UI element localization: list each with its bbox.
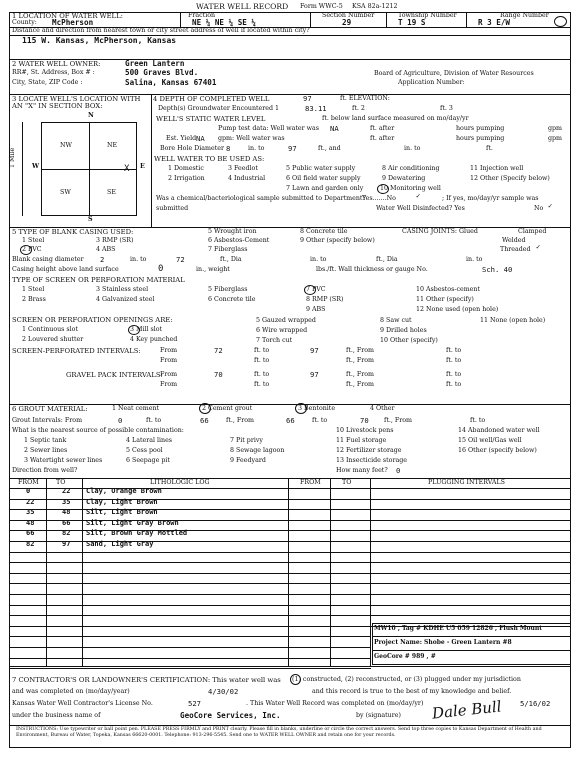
bore-in-to: in. to xyxy=(248,145,265,152)
source-14: 14 Abandoned water well xyxy=(458,427,540,434)
depth-value: 97 xyxy=(303,94,312,103)
casing-diameter-label: Blank casing diameter xyxy=(12,256,84,263)
gravel-from-value: 70 xyxy=(214,370,223,379)
address-value: 500 Graves Blvd. xyxy=(125,68,199,77)
grout-4: 4 Other xyxy=(370,405,395,412)
casing-8: 8 Concrete tile xyxy=(300,228,348,235)
distance-value: 115 W. Kansas, McPherson, Kansas xyxy=(22,36,177,45)
use-6: 6 Oil field water supply xyxy=(286,175,361,182)
project-name-text: Project Name: Shobe - Green Lantern #8 xyxy=(374,639,512,646)
address-label: RR#, St. Address, Box # : xyxy=(12,69,95,76)
section-number-value: 29 xyxy=(342,18,352,27)
license-label: Kansas Water Well Contractor's License No. xyxy=(12,700,153,707)
casing-diameter-value: 2 xyxy=(100,255,105,264)
gravel-ft-to-4: ft. to xyxy=(446,381,462,388)
source-1: 1 Septic tank xyxy=(24,437,67,444)
completed-value: 4/30/02 xyxy=(208,687,239,696)
pump-test-value: NA xyxy=(330,124,339,133)
table-row xyxy=(10,562,569,572)
table-row xyxy=(10,552,569,562)
perf-from-label: From xyxy=(160,347,178,354)
table-row xyxy=(10,488,569,498)
west-label: W xyxy=(32,163,40,170)
screen-8: 8 RMP (SR) xyxy=(306,296,344,303)
record-completed-value: 5/16/02 xyxy=(520,699,551,708)
true-record-label: and this record is true to the best of my knowledge and belief. xyxy=(312,688,512,695)
township-value: T 19 S xyxy=(398,18,426,27)
grout-ft-from: ft., From xyxy=(226,417,255,424)
grout-intervals-label: Grout Intervals: From xyxy=(12,417,83,424)
screen-10: 10 Asbestos-cement xyxy=(416,286,480,293)
section-5-label: 5 TYPE OF BLANK CASING USED: xyxy=(12,228,134,236)
bore-label: Bore Hole Diameter xyxy=(160,145,224,152)
groundwater-2-label: ft. 2 xyxy=(352,105,365,112)
screen-material-label: TYPE OF SCREEN OR PERFORATION MATERIAL xyxy=(12,276,185,284)
opening-11: 11 None (open hole) xyxy=(480,317,546,324)
perf-ft-from-2: ft., From xyxy=(346,357,375,364)
range-label: Range Number xyxy=(500,12,549,19)
casing-in-to-2: in. to xyxy=(310,256,327,263)
table-row xyxy=(10,499,569,509)
log-from-cell: 35 xyxy=(26,508,35,517)
opening-7: 7 Torch cut xyxy=(256,337,293,344)
opening-10: 10 Other (specify) xyxy=(380,337,438,344)
casing-in-weight: in., weight xyxy=(196,266,230,273)
section-3-label: 3 LOCATE WELL'S LOCATION WITH AN "X" IN SECTION BOX: xyxy=(12,95,141,111)
casing-6: 6 Asbestos-Cement xyxy=(208,237,270,244)
completed-label: and was completed on (mo/day/year) xyxy=(12,688,130,695)
screen-7: 7 PVC xyxy=(306,286,326,293)
casing-3: 3 RMP (SR) xyxy=(96,237,134,244)
source-10: 10 Livestock pens xyxy=(336,427,394,434)
joints-label: CASING JOINTS: Glued xyxy=(402,228,478,235)
east-label: E xyxy=(140,163,145,170)
business-value: GeoCore Services, Inc. xyxy=(180,711,281,720)
screen-1: 1 Steel xyxy=(22,286,45,293)
perf-ft-to-4: ft. to xyxy=(446,357,462,364)
disinfected-label: Water Well Disinfected? Yes xyxy=(376,205,465,212)
opening-8: 8 Saw cut xyxy=(380,317,412,324)
grout-from-1: 0 xyxy=(118,416,123,425)
how-many-label: How many feet? xyxy=(336,467,388,474)
log-to-header: TO xyxy=(56,479,66,486)
log-to-cell: 22 xyxy=(62,487,71,495)
source-12: 12 Fertilizer storage xyxy=(336,447,402,454)
casing-height-value: 0 xyxy=(158,264,164,274)
grout-from-2: 66 xyxy=(286,416,295,425)
opening-3-circle xyxy=(128,325,140,335)
yield-hours: hours pumping xyxy=(456,135,505,142)
log-from-cell: 66 xyxy=(26,529,35,538)
bore-value: 8 xyxy=(226,144,231,153)
grout-to-1: 66 xyxy=(200,416,209,425)
source-6: 6 Seepage pit xyxy=(126,457,170,464)
use-11: 11 Injection well xyxy=(470,165,524,172)
use-5: 5 Public water supply xyxy=(286,165,356,172)
log-description-cell: Silt, Light Gray Brown xyxy=(86,518,179,527)
casing-in-to: in. to xyxy=(130,256,147,263)
range-value: R 3 E/W xyxy=(478,18,511,27)
section-1-label: 1 LOCATION OF WATER WELL: xyxy=(12,12,123,20)
grout-ft-to-2: ft. to xyxy=(312,417,328,424)
gravel-ft-from-2: ft., From xyxy=(346,381,375,388)
pump-test-label: Pump test data: Well water was xyxy=(218,125,320,132)
log-from-header: FROM xyxy=(18,479,39,486)
yield-gpm: gpm xyxy=(548,135,563,142)
submitted-label: submitted xyxy=(156,205,189,212)
log-from-cell: 0 xyxy=(26,487,31,495)
use-4: 4 Industrial xyxy=(228,175,266,182)
source-3: 3 Watertight sewer lines xyxy=(24,457,103,464)
signature-value: Dale Bull xyxy=(431,697,503,723)
gravel-from-label-2: From xyxy=(160,381,178,388)
source-11: 11 Fuel storage xyxy=(336,437,387,444)
groundwater-3-label: ft. 3 xyxy=(440,105,453,112)
casing-height-label: Casing height above land surface xyxy=(12,266,119,273)
grout-to-2: 70 xyxy=(360,416,369,425)
perf-ft-to: ft. to xyxy=(254,347,270,354)
grout-2-circle xyxy=(199,403,211,414)
casing-5: 5 Wrought iron xyxy=(208,228,257,235)
fraction-value: NE ¼ NE ¼ SE ¼ xyxy=(192,18,257,27)
log-from-cell: 22 xyxy=(26,497,35,506)
joints-clamped: Clamped xyxy=(518,228,547,235)
casing-7: 7 Fiberglass xyxy=(208,246,248,253)
screen-5: 5 Fiberglass xyxy=(208,286,248,293)
screen-3: 3 Stainless steel xyxy=(96,286,149,293)
pump-gpm: gpm xyxy=(548,125,563,132)
elevation-label: ft. ELEVATION: xyxy=(340,95,390,102)
county-value: McPherson xyxy=(52,18,94,27)
ne-quadrant: NE xyxy=(107,142,118,149)
owner-value: Green Lantern xyxy=(125,59,185,68)
static-level-rest: ft. below land surface measured on mo/day/yr xyxy=(322,115,469,122)
se-quadrant: SE xyxy=(107,189,116,196)
section-6-label: 6 GROUT MATERIAL: xyxy=(12,405,88,413)
screen-7-circle xyxy=(304,285,316,295)
log-description-cell: Sand, Light Gray xyxy=(86,540,154,548)
mile-label: 1 Mile xyxy=(9,147,16,168)
log-to2-header: TO xyxy=(342,479,352,486)
source-9: 9 Feedyard xyxy=(230,457,266,464)
casing-lbs-label: lbs./ft. Wall thickness or gauge No. xyxy=(316,266,428,273)
contamination-label: What is the nearest source of possible contamination: xyxy=(12,427,184,434)
use-10-circle xyxy=(377,184,389,194)
joints-threaded: Threaded xyxy=(500,246,531,253)
bore-in-to-2: in. to xyxy=(404,145,421,152)
ksa-number: KSA 82a-1212 xyxy=(352,3,398,10)
openings-label: SCREEN OR PERFORATION OPENINGS ARE: xyxy=(12,316,173,324)
yield-label: Est. Yield xyxy=(166,135,197,142)
table-row xyxy=(10,530,569,540)
grout-2: 2 Cement grout xyxy=(202,405,253,412)
opening-4: 4 Key punched xyxy=(130,336,178,343)
range-ew-circle xyxy=(554,16,567,27)
grout-ft-to-1: ft. to xyxy=(146,417,162,424)
gravel-from-label: From xyxy=(160,371,178,378)
gravel-ft-to-2: ft. to xyxy=(446,371,462,378)
record-completed-label: . This Water Well Record was completed on (mo/day/yr) xyxy=(246,700,424,707)
casing-ft-dia: ft., Dia xyxy=(220,256,242,263)
form-title: WATER WELL RECORD xyxy=(196,2,289,11)
screen-4: 4 Galvanized steel xyxy=(96,296,155,303)
fraction-label: Fraction xyxy=(188,12,216,19)
source-15: 15 Oil well/Gas well xyxy=(458,437,522,444)
log-to-cell: 35 xyxy=(62,497,71,506)
grout-3-circle xyxy=(295,403,307,414)
source-16: 16 Other (specify below) xyxy=(458,447,537,454)
grout-ft-to-3: ft. to xyxy=(470,417,486,424)
direction-label: Direction from well? xyxy=(12,467,78,474)
source-8: 8 Sewage lagoon xyxy=(230,447,285,454)
chem-no-check: ✓ xyxy=(416,191,421,200)
source-4: 4 Lateral lines xyxy=(126,437,173,444)
use-label: WELL WATER TO BE USED AS: xyxy=(154,155,265,163)
gravel-label: GRAVEL PACK INTERVALS: xyxy=(66,371,163,379)
log-to-cell: 66 xyxy=(62,518,71,527)
chem-if-yes: ; If yes, mo/day/yr sample was xyxy=(442,195,539,202)
source-7: 7 Pit privy xyxy=(230,437,263,444)
location-x-mark: X xyxy=(124,164,130,174)
constructed-circle xyxy=(290,674,301,685)
perf-ft-to-3: ft. to xyxy=(254,357,270,364)
use-7: 7 Lawn and garden only xyxy=(286,185,364,192)
chem-sample-label: Was a chemical/bacteriological sample submitted to Department? xyxy=(156,195,366,202)
grout-ft-from-2: ft., From xyxy=(384,417,413,424)
city-label: City, State, ZIP Code : xyxy=(12,79,83,86)
use-12: 12 Other (Specify below) xyxy=(470,175,550,182)
table-row xyxy=(10,541,569,551)
use-1: 1 Domestic xyxy=(168,165,204,172)
grout-1: 1 Neat cement xyxy=(112,405,160,412)
perf-ft-to-2: ft. to xyxy=(446,347,462,354)
log-description-cell: Clay, Light Brown xyxy=(86,497,158,506)
application-number-label: Application Number: xyxy=(398,79,465,86)
license-value: 527 xyxy=(188,699,201,708)
bore-to-value: 97 xyxy=(288,144,297,153)
yield-gpm-label: gpm: Well water was xyxy=(218,135,285,142)
log-to-cell: 82 xyxy=(62,529,71,538)
disinfected-no-check: ✓ xyxy=(548,201,553,210)
chem-yes-no: Yes.......No xyxy=(362,195,396,202)
table-row xyxy=(10,509,569,519)
sw-quadrant: SW xyxy=(60,189,71,196)
bore-ft: ft. xyxy=(486,145,493,152)
perf-from-label-2: From xyxy=(160,357,178,364)
use-10: 10 Monitoring well xyxy=(380,185,441,192)
table-row xyxy=(10,573,569,583)
bore-ft-and: ft., and xyxy=(318,145,341,152)
opening-2: 2 Louvered shutter xyxy=(22,336,84,343)
instructions-text: INSTRUCTIONS: Use typewriter or ball point pen. PLEASE PRESS FIRMLY and PRINT clearly. Please fill in blanks, underline or circle the correct answers. Send top three copies to Kansas Department of Health and Environment, Bureau of Water, Topeka, Kansas 66620-0001. Telephone: 913-296-5545. Send one to WATER WELL OWNER and retain one for your records. xyxy=(16,727,542,738)
business-label: under the business name of xyxy=(12,712,101,719)
groundwater-label: Depth(s) Groundwater Encountered 1 xyxy=(158,105,280,112)
geocore-number-text: GeoCore # 989 , # xyxy=(374,653,436,660)
gravel-ft-from: ft., From xyxy=(346,371,375,378)
casing-to-value: 72 xyxy=(176,255,185,264)
nw-quadrant: NW xyxy=(60,142,72,149)
opening-3: 3 Mill slot xyxy=(130,326,163,333)
section-2-label: 2 WATER WELL OWNER: xyxy=(12,60,101,68)
section-7-label: 7 CONTRACTOR'S OR LANDOWNER'S CERTIFICATION: This water well was xyxy=(12,676,281,684)
table-row xyxy=(10,520,569,530)
county-label: County: xyxy=(12,19,37,26)
opening-6: 6 Wire wrapped xyxy=(256,327,308,334)
casing-2-circle xyxy=(20,245,32,255)
groundwater-1-value: 83.11 xyxy=(305,104,327,113)
opening-9: 9 Drilled holes xyxy=(380,327,427,334)
table-row xyxy=(10,605,569,615)
use-3: 3 Feedlot xyxy=(228,165,258,172)
pump-hours: hours pumping xyxy=(456,125,505,132)
certification-options: (1) constructed, (2) reconstructed, or (3) plugged under my jurisdiction xyxy=(292,676,521,683)
section-number-label: Section Number xyxy=(322,12,375,19)
log-plugging-header: PLUGGING INTERVALS xyxy=(428,479,505,486)
city-value: Salina, Kansas 67401 xyxy=(125,78,217,87)
signature-label: by (signature) xyxy=(356,712,401,719)
use-9: 9 Dewatering xyxy=(382,175,426,182)
screen-6: 6 Concrete tile xyxy=(208,296,256,303)
casing-in-to-3: in. to xyxy=(466,256,483,263)
pump-ft-after: ft. after xyxy=(370,125,395,132)
south-label: S xyxy=(88,216,93,223)
log-description-cell: Silt, Brown Gray Mottled xyxy=(86,529,188,538)
use-2: 2 Irrigation xyxy=(168,175,205,182)
casing-2: 2 PVC xyxy=(22,246,42,253)
source-2: 2 Sewer lines xyxy=(24,447,68,454)
well-tag-text: MW10 , Tag # KDHE U5 059 12826 , Flush Mount xyxy=(374,625,543,632)
screen-11: 11 Other (specify) xyxy=(416,296,474,303)
grout-3: 3 Bentonite xyxy=(298,405,336,412)
distance-label: Distance and direction from nearest town or city street address of well if located within city? xyxy=(12,27,310,34)
casing-4: 4 ABS xyxy=(96,246,116,253)
log-description-cell: Clay, Orange Brown xyxy=(86,487,162,495)
log-litho-header: LITHOLOGIC LOG xyxy=(150,479,210,486)
opening-5: 5 Gauzed wrapped xyxy=(256,317,316,324)
casing-1: 1 Steel xyxy=(22,237,45,244)
casing-9: 9 Other (specify below) xyxy=(300,237,375,244)
log-to-cell: 48 xyxy=(62,508,71,517)
perf-intervals-label: SCREEN-PERFORATED INTERVALS: xyxy=(12,347,141,355)
table-row xyxy=(10,594,569,604)
source-13: 13 Insecticide storage xyxy=(336,457,407,464)
depth-label: 4 DEPTH OF COMPLETED WELL xyxy=(153,95,270,103)
screen-2: 2 Brass xyxy=(22,296,46,303)
yield-value: NA xyxy=(196,134,205,143)
yield-ft-after: ft. after xyxy=(370,135,395,142)
log-description-cell: Silt, Light Brown xyxy=(86,508,158,517)
use-8: 8 Air conditioning xyxy=(382,165,440,172)
how-many-value: 0 xyxy=(396,466,401,475)
threaded-check: ✓ xyxy=(536,242,541,251)
casing-ft-dia-2: ft., Dia xyxy=(376,256,398,263)
screen-12: 12 None used (open hole) xyxy=(416,306,499,313)
perf-ft-from: ft., From xyxy=(346,347,375,354)
joints-welded: Welded xyxy=(502,237,526,244)
north-label: N xyxy=(88,112,94,119)
log-to-cell: 97 xyxy=(62,540,71,548)
log-from-cell: 82 xyxy=(26,540,35,548)
perf-to-value: 97 xyxy=(310,346,319,355)
board-text: Board of Agriculture, Division of Water Resources xyxy=(374,70,534,77)
log-from-cell: 48 xyxy=(26,518,35,527)
disinfected-no: No xyxy=(534,205,544,212)
gravel-to-value: 97 xyxy=(310,370,319,379)
table-row xyxy=(10,583,569,593)
gravel-ft-to: ft. to xyxy=(254,371,270,378)
form-number: Form WWC-5 xyxy=(300,3,343,10)
casing-gauge-value: Sch. 40 xyxy=(482,265,513,274)
perf-from-value: 72 xyxy=(214,346,223,355)
static-level-label: WELL'S STATIC WATER LEVEL xyxy=(156,115,266,123)
screen-9: 9 ABS xyxy=(306,306,326,313)
township-label: Township Number xyxy=(398,12,457,19)
gravel-ft-to-3: ft. to xyxy=(254,381,270,388)
opening-1: 1 Continuous slot xyxy=(22,326,78,333)
log-from2-header: FROM xyxy=(300,479,321,486)
source-5: 5 Cess pool xyxy=(126,447,163,454)
